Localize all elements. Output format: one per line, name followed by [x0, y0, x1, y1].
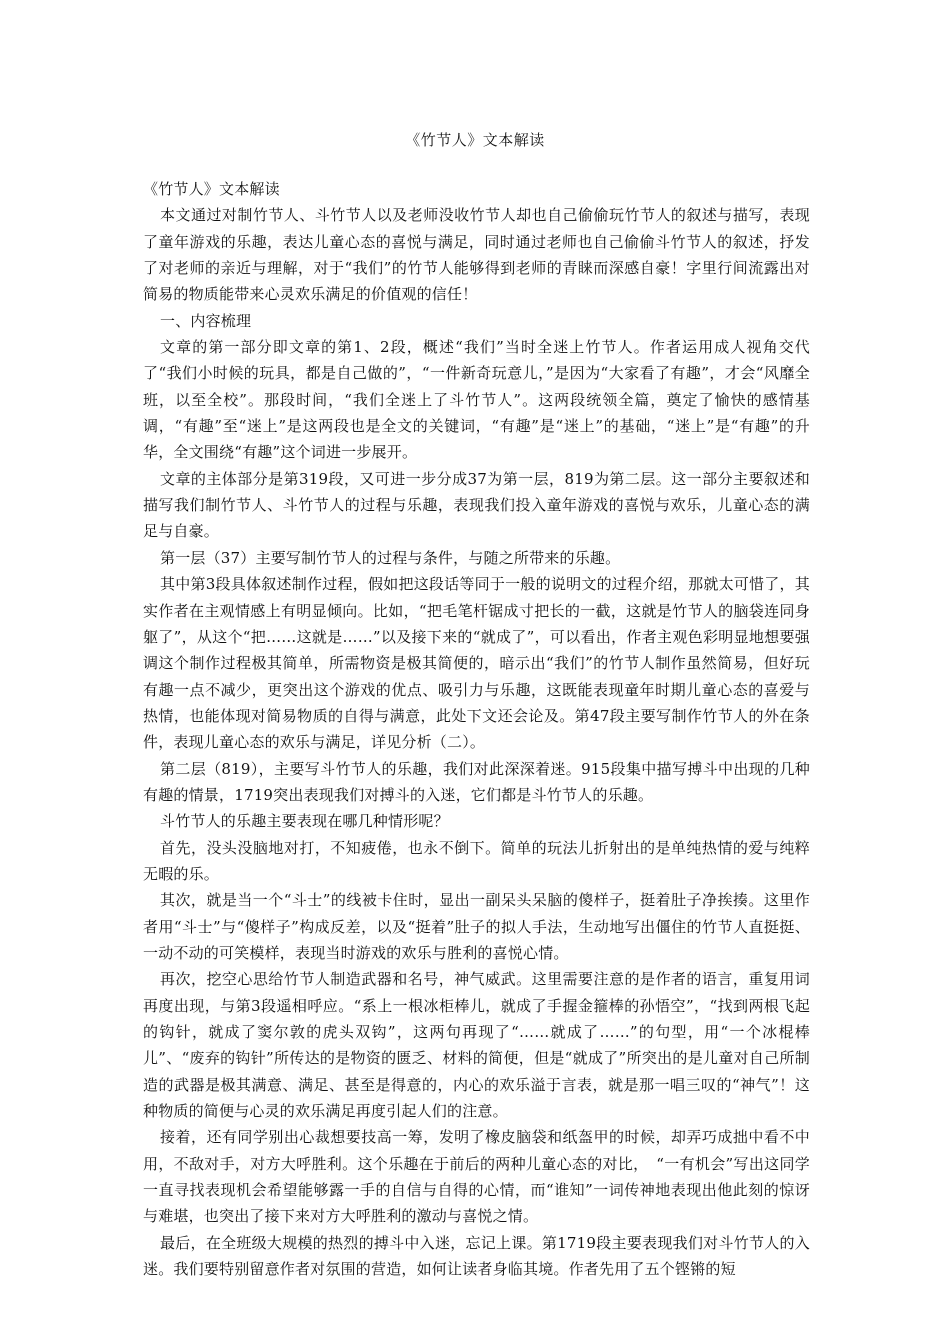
body-paragraph: 斗竹节人的乐趣主要表现在哪几种情形呢？: [160, 812, 449, 831]
body-paragraph: 本文通过对制竹节人、斗竹节人以及老师没收竹节人却也自己偷偷玩竹节人的叙述与描写，表现了童年游戏的乐趣，表达儿童心态的喜悦与满足，同时通过老师也自己偷偷斗竹节人的叙述，抒发了对老师的亲近与理解，对于“我们”的竹节人能够得到老师的青睐而深感自豪！字里行间流露出对简易的物质能带来心灵欢乐满足的价值观的信任！: [143, 206, 810, 304]
body-paragraph: 文章的第一部分即文章的第1、2段，概述“我们”当时全迷上竹节人。作者运用成人视角交代了“我们小时候的玩具，都是自己做的”，“一件新奇玩意儿，”是因为“大家看了有趣”，才会“风靡全班，以至全校”。那段时间，“我们全迷上了斗竹节人”。这两段统领全篇，奠定了愉快的感情基调，“有趣”至“迷上”是这两段也是全文的关键词，“有趣”是“迷上”的基础，“迷上”是“有趣”的升华，全文围绕“有趣”这个词进一步展开。: [143, 338, 810, 462]
body-paragraph: 一、内容梳理: [160, 311, 252, 330]
body-paragraph: 文章的主体部分是第319段，又可进一步分成37为第一层，819为第二层。这一部分主要叙述和描写我们制竹节人、斗竹节人的过程与乐趣，表现我们投入童年游戏的喜悦与欢乐，儿童心态的满足与自豪。: [143, 469, 810, 541]
body-paragraph: 首先，没头没脑地对打，不知疲倦，也永不倒下。简单的玩法儿折射出的是单纯热情的爱与纯粹无暇的乐。: [143, 838, 810, 883]
body-paragraph: 再次，挖空心思给竹节人制造武器和名号，神气威武。这里需要注意的是作者的语言，重复用词再度出现，与第3段遥相呼应。“系上一根冰柜棒儿，就成了手握金箍棒的孙悟空”，“找到两根飞起的钩针，就成了窦尔敦的虎头双钩”，这两句再现了“……就成了……”的句型，用“一个冰棍棒儿”、“废弃的钩针”所传达的是物资的匮乏、材料的简便，但是“就成了”所突出的是儿童对自己所制造的武器是极其满意、满足、甚至是得意的，内心的欢乐溢于言表，就是那一唱三叹的“神气”！这种物质的简便与心灵的欢乐满足再度引起人们的注意。: [143, 970, 810, 1121]
body-paragraph: 接着，还有同学别出心裁想要技高一筹，发明了橡皮脑袋和纸盔甲的时候，却弄巧成拙中看不中用，不敌对手，对方大呼胜利。这个乐趣在于前后的两种儿童心态的对比， “一有机会”写出这同学一直寻找表现机会希望能够露一手的自信与自得的心情，而“谁知”一词传神地表现出他此刻的惊讶与难堪，也突出了接下来对方大呼胜利的激动与喜悦之情。: [143, 1128, 810, 1226]
body-paragraph: 最后，在全班级大规模的热烈的搏斗中入迷，忘记上课。第1719段主要表现我们对斗竹节人的入迷。我们要特别留意作者对氛围的营造，如何让读者身临其境。作者先用了五个铿锵的短: [143, 1233, 810, 1279]
body-paragraph: 其次，就是当一个“斗士”的线被卡住时，显出一副呆头呆脑的傻样子，挺着肚子净挨揍。这里作者用“斗士”与“傻样子”构成反差，以及“挺着”肚子的拟人手法，生动地写出僵住的竹节人直挺挺、一动不动的可笑模样，表现当时游戏的欢乐与胜利的喜悦心情。: [143, 891, 810, 962]
document-subtitle: 《竹节人》文本解读: [143, 180, 280, 198]
body-paragraph: 第二层（819），主要写斗竹节人的乐趣，我们对此深深着迷。915段集中描写搏斗中出现的几种有趣的情景，1719突出表现我们对搏斗的入迷，它们都是斗竹节人的乐趣。: [143, 759, 810, 804]
body-paragraph: 其中第3段具体叙述制作过程，假如把这段话等同于一般的说明文的过程介绍，那就太可惜了，其实作者在主观情感上有明显倾向。比如，“把毛笔杆锯成寸把长的一截，这就是竹节人的脑袋连同身躯了”，从这个“把……这就是……”以及接下来的“就成了”，可以看出，作者主观色彩明显地想要强调这个制作过程极其简单，所需物资是极其简便的，暗示出“我们”的竹节人制作虽然简易，但好玩有趣一点不减少，更突出这个游戏的优点、吸引力与乐趣，这既能表现童年时期儿童心态的喜爱与热情，也能体现对简易物质的自得与满意，此处下文还会论及。第47段主要写制作竹节人的外在条件，表现儿童心态的欢乐与满足，详见分析（二）。: [143, 575, 810, 752]
document-body: [143, 176, 810, 1282]
body-paragraph: 第一层（37）主要写制竹节人的过程与条件，与随之所带来的乐趣。: [160, 548, 621, 567]
page-title: 《竹节人》文本解读: [405, 131, 545, 149]
